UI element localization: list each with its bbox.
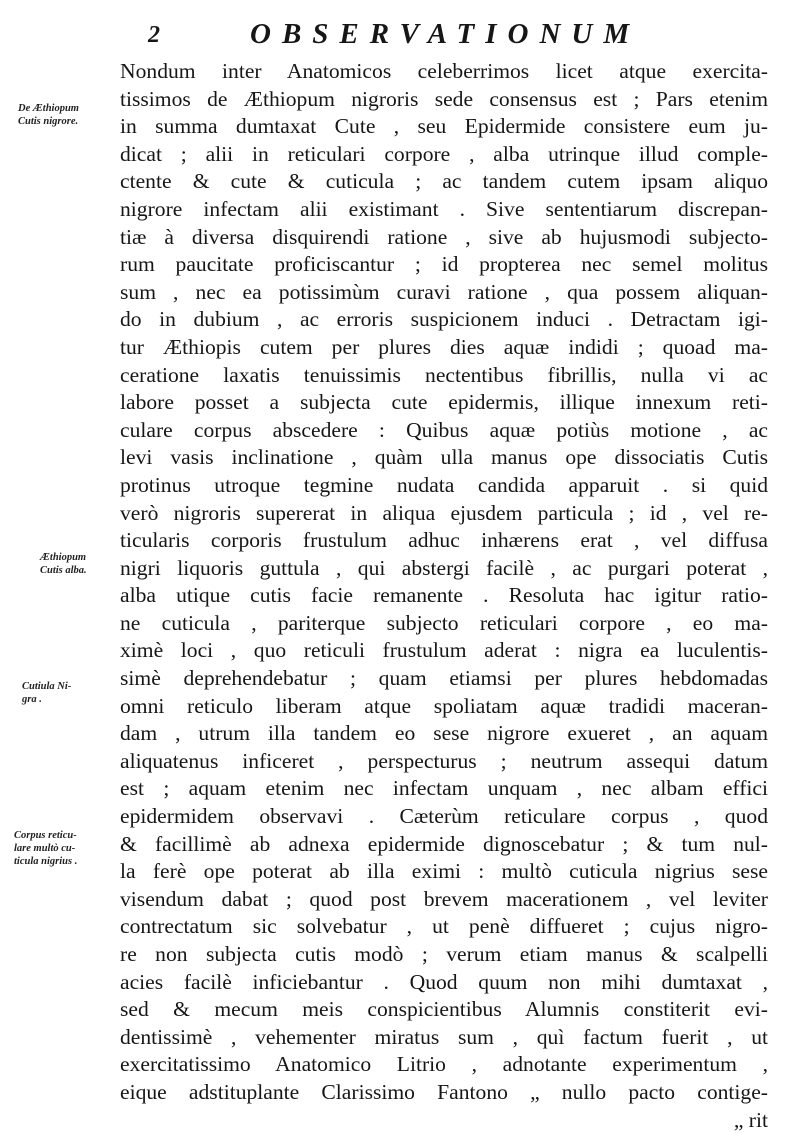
- text-line: alba utique cutis facie remanente . Resoluta hac igitur ratio-: [120, 583, 768, 608]
- margin-note-line: gra .: [22, 694, 42, 705]
- margin-note: [18, 102, 79, 128]
- text-line: est ; aquam etenim nec infectam unquam , nec albam effici: [120, 776, 768, 801]
- margin-note-line: De Æthiopum: [18, 103, 79, 114]
- text-line: visendum dabat ; quod post brevem macerationem , vel leviter: [120, 886, 768, 911]
- margin-note-line: lare multò cu-: [14, 843, 76, 854]
- text-line: protinus utroque tegmine nudata candida apparuit . si quid: [120, 472, 768, 497]
- text-line: sum , nec ea potissimùm curavi ratione , qua possem aliquan-: [120, 279, 768, 304]
- text-line: tiæ à diversa disquirendi ratione , sive ab hujusmodi subjecto-: [120, 224, 768, 249]
- text-line: dam , utrum illa tandem eo sese nigrore exueret , an aquam: [120, 721, 768, 746]
- text-line: ximè loci , quo reticuli frustulum aderat : nigra ea luculentis-: [120, 638, 768, 663]
- text-line: acies facilè inficiebantur . Quod quum non mihi dumtaxat ,: [120, 969, 768, 994]
- body-text: [120, 58, 768, 1134]
- page-number: 2: [148, 22, 160, 48]
- text-line: re non subjecta cutis modò ; verum etiam manus & scalpelli: [120, 942, 768, 966]
- text-line: sed & mecum meis conspicientibus Alumnis constiterit evi-: [120, 997, 768, 1022]
- text-line: aliquatenus inficeret , perspecturus ; neutrum assequi datum: [120, 748, 768, 773]
- margin-note: [40, 551, 87, 577]
- text-line: ceratione laxatis tenuissimis nectentibus fibrillis, nulla vi ac: [120, 362, 768, 387]
- text-line: verò nigroris supererat in aliqua ejusdem particula ; id , vel re-: [120, 500, 768, 525]
- text-line: dentissimè , vehementer miratus sum , quì factum fuerit , ut: [120, 1024, 768, 1049]
- text-line: labore posset a subjecta cute epidermis, illique innexum reti-: [120, 390, 768, 415]
- text-line: ticularis corporis frustulum adhuc inhærens erat , vel diffusa: [120, 528, 768, 553]
- margin-note-line: Cutis nigrore.: [18, 116, 79, 127]
- text-line: ctente & cute & cuticula ; ac tandem cutem ipsam aliquo: [120, 169, 768, 194]
- text-line: do in dubium , ac erroris suspicionem induci . Detractam igi-: [120, 307, 768, 332]
- text-line: Nondum inter Anatomicos celeberrimos licet atque exercita-: [120, 59, 768, 83]
- text-line: culare corpus abscedere : Quibus aquæ potiùs motione , ac: [120, 417, 768, 442]
- text-line: levi vasis inclinatione , quàm ulla manus ope dissociatis Cutis: [120, 445, 768, 470]
- text-line: „ rit: [733, 1107, 768, 1132]
- margin-note: [14, 829, 77, 868]
- text-line: rum paucitate proficiscantur ; id propterea nec semel molitus: [120, 252, 768, 277]
- text-line: nigri liquoris guttula , qui abstergi facilè , ac purgari poterat ,: [120, 555, 768, 580]
- text-line: tur Æthiopis cutem per plures dies aquæ indidi ; quoad ma-: [120, 334, 768, 359]
- text-line: la ferè ope poterat ab illa eximi : multò cuticula nigrius sese: [120, 859, 768, 884]
- text-line: epidermidem observavi . Cæterùm reticulare corpus , quod: [120, 804, 768, 829]
- text-line: eique adstituplante Clarissimo Fantono „ nullo pacto contige-: [120, 1079, 768, 1104]
- text-line: & facillimè ab adnexa epidermide dignoscebatur ; & tum nul-: [120, 831, 768, 856]
- text-line: tissimos de Æthiopum nigroris sede consensus est ; Pars etenim: [120, 86, 768, 111]
- margin-note-line: Cutiula Ni-: [22, 681, 72, 692]
- text-line: contrectatum sic solvebatur , ut penè diffueret ; cujus nigro-: [120, 914, 768, 939]
- text-line: dicat ; alii in reticulari corpore , alba utrinque illud comple-: [120, 141, 768, 166]
- margin-note-line: Corpus reticu-: [14, 830, 77, 841]
- text-line: nigrore infectam alii existimant . Sive sententiarum discrepan-: [120, 196, 768, 221]
- margin-note-line: Æthiopum: [40, 552, 87, 563]
- margin-note-line: Cutis alba.: [40, 565, 87, 576]
- margin-note-line: ticula nigrius .: [14, 856, 78, 867]
- text-line: ne cuticula , pariterque subjecto reticulari corpore , eo ma-: [120, 610, 768, 635]
- text-line: omni reticulo liberam atque spoliatam aquæ tradidi maceran-: [120, 693, 768, 718]
- text-line: simè deprehendebatur ; quam etiamsi per plures hebdomadas: [120, 666, 768, 691]
- running-head: OBSERVATIONUM: [250, 18, 641, 50]
- margin-note: [22, 680, 71, 706]
- text-line: exercitatissimo Anatomico Litrio , adnotante experimentum ,: [120, 1052, 768, 1077]
- text-line: in summa dumtaxat Cute , seu Epidermide consistere eum ju-: [120, 114, 768, 139]
